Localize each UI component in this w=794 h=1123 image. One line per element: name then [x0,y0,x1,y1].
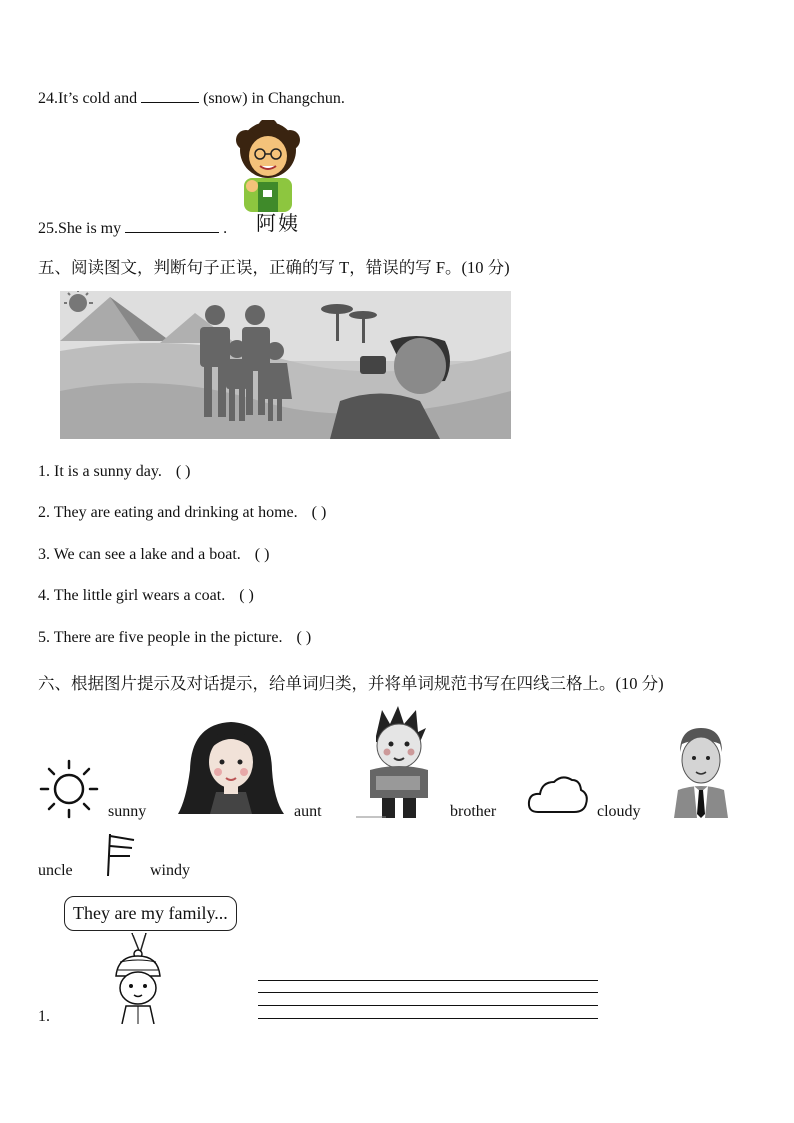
s5-sentence-5 [38,629,311,647]
s5-sentence-text: 4. The little girl wears a coat. [38,587,226,604]
s5-answer-paren[interactable]: ( ) [311,504,327,521]
q25-suffix: . [223,220,228,237]
s5-sentence-text: 3. We can see a lake and a boat. [38,546,241,563]
word-cloudy: cloudy [597,803,641,820]
q25-hint: 阿姨 [256,211,300,235]
uncle-icon [672,726,730,818]
boy-speaker-icon [108,948,168,1024]
word-windy: windy [150,862,190,879]
word-brother: brother [450,803,497,820]
brother-icon [356,706,442,818]
s5-answer-paren[interactable]: ( ) [254,546,270,563]
q25-answer-blank[interactable] [125,218,219,233]
sun-icon [38,758,100,820]
q25-prefix: 25.She is my [38,220,122,237]
q24-suffix: (snow) in Changchun. [203,90,345,107]
s5-sentence-text: 2. They are eating and drinking at home. [38,504,298,521]
s5-sentence-2 [38,504,326,522]
q24-prefix: 24.It’s cold and [38,90,138,107]
desert-family-picture [60,291,511,439]
s5-answer-paren[interactable]: ( ) [239,587,254,604]
four-line-writing-grid[interactable] [258,980,598,1022]
question-24 [38,88,345,108]
speech-bubble: They are my family... [64,896,237,931]
s5-sentence-3 [38,546,269,564]
word-sunny: sunny [108,803,147,820]
s5-sentence-text: 1. It is a sunny day. [38,463,162,480]
windy-flag-icon [104,832,142,878]
word-aunt: aunt [294,803,322,820]
s5-sentence-text: 5. There are five people in the picture. [38,629,283,646]
question-25 [38,218,227,238]
s5-sentence-4 [38,587,254,605]
section-5-heading: 五、阅读图文，判断句子正误，正确的写 T，错误的写 F。(10 分) [38,258,510,277]
cloud-icon [526,772,590,816]
word-uncle: uncle [38,862,73,879]
s5-answer-paren[interactable]: ( ) [296,629,312,646]
aunt-icon [176,720,286,816]
s5-answer-paren[interactable]: ( ) [175,463,191,480]
aunt-illustration-icon [232,120,304,212]
section-6-heading: 六、根据图片提示及对话提示，给单词归类，并将单词规范书写在四线三格上。(10 分) [38,674,664,693]
item-number-1: 1. [38,1008,50,1025]
q24-answer-blank[interactable] [141,88,199,103]
s5-sentence-1 [38,463,191,481]
